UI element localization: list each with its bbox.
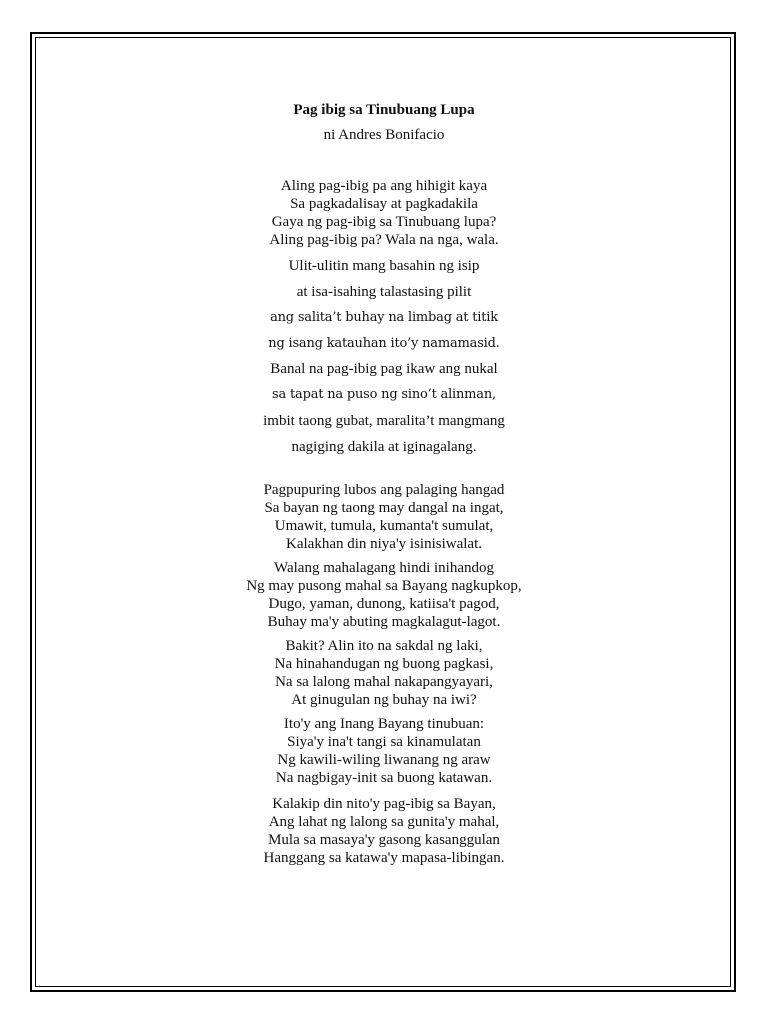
- poem-line: Na nagbigay-init sa buong katawan.: [275, 770, 493, 786]
- poem-line: Na sa lalong mahal nakapangyayari,: [275, 674, 493, 690]
- poem-line: Ang lahat ng lalong sa gunita'y mahal,: [268, 814, 500, 830]
- poem-line: at isa-isahing talastasing pilit: [296, 284, 472, 300]
- poem-line: Ito'y ang Inang Bayang tinubuan:: [283, 716, 485, 732]
- poem-line: ng isang katauhan ito’y namamasid.: [268, 336, 500, 351]
- poem-author: ni Andres Bonifacio: [323, 127, 445, 143]
- stanza-5: [0, 715, 768, 787]
- poem-line: Bakit? Alin ito na sakdal ng laki,: [285, 638, 483, 654]
- poem-line: Siya'y ina't tangi sa kinamulatan: [287, 734, 481, 750]
- poem-line: Buhay ma'y abuting magkalagut-lagot.: [267, 614, 501, 630]
- poem-line: sa tapat na puso ng sino’t alinman,: [272, 387, 496, 402]
- poem-line: Mula sa masaya'y gasong kasanggulan: [268, 832, 500, 848]
- stanza-4: [0, 637, 768, 709]
- poem-line: Aling pag-ibig pa? Wala na nga, wala.: [269, 232, 499, 248]
- stanza-6: [0, 795, 768, 867]
- poem-line: Hanggang sa katawa'y mapasa-libingan.: [263, 850, 505, 866]
- stanza-1: [0, 177, 768, 249]
- poem-line: Aling pag-ibig pa ang hihigit kaya: [280, 178, 488, 194]
- poem-line: Banal na pag-ibig pag ikaw ang nukal: [270, 361, 498, 377]
- poem-line: Kalakip din nito'y pag-ibig sa Bayan,: [272, 796, 496, 812]
- poem-line: Ulit-ulitin mang basahin ng isip: [288, 258, 480, 274]
- poem-title: Pag ibig sa Tinubuang Lupa: [293, 102, 475, 118]
- poem-line: Dugo, yaman, dunong, katiisa't pagod,: [268, 596, 500, 612]
- poem-line: Na hinahandugan ng buong pagkasi,: [274, 656, 494, 672]
- poem-line: At ginugulan ng buhay na iwi?: [291, 692, 477, 708]
- poem-line: Umawit, tumula, kumanta't sumulat,: [274, 518, 494, 534]
- poem-line: Ng may pusong mahal sa Bayang nagkupkop,: [246, 578, 522, 594]
- poem-line: ang salita’t buhay na limbag at titik: [270, 310, 498, 325]
- poem-line: Pagpupuring lubos ang palaging hangad: [263, 482, 505, 498]
- poem-line: Gaya ng pag-ibig sa Tinubuang lupa?: [271, 214, 497, 230]
- stanza-3: [0, 559, 768, 631]
- poem-line: Kalakhan din niya'y isinisiwalat.: [286, 536, 482, 552]
- stanza-2: [0, 481, 768, 553]
- poem-line: Sa pagkadalisay at pagkadakila: [290, 196, 478, 212]
- poem-line: Walang mahalagang hindi inihandog: [274, 560, 494, 576]
- poem-line: nagiging dakila at iginagalang.: [291, 439, 477, 455]
- poem-line: Ng kawili-wiling liwanang ng araw: [277, 752, 491, 768]
- poem-line: imbit taong gubat, maralita’t mangmang: [263, 413, 505, 429]
- poem-line: Sa bayan ng taong may dangal na ingat,: [264, 500, 504, 516]
